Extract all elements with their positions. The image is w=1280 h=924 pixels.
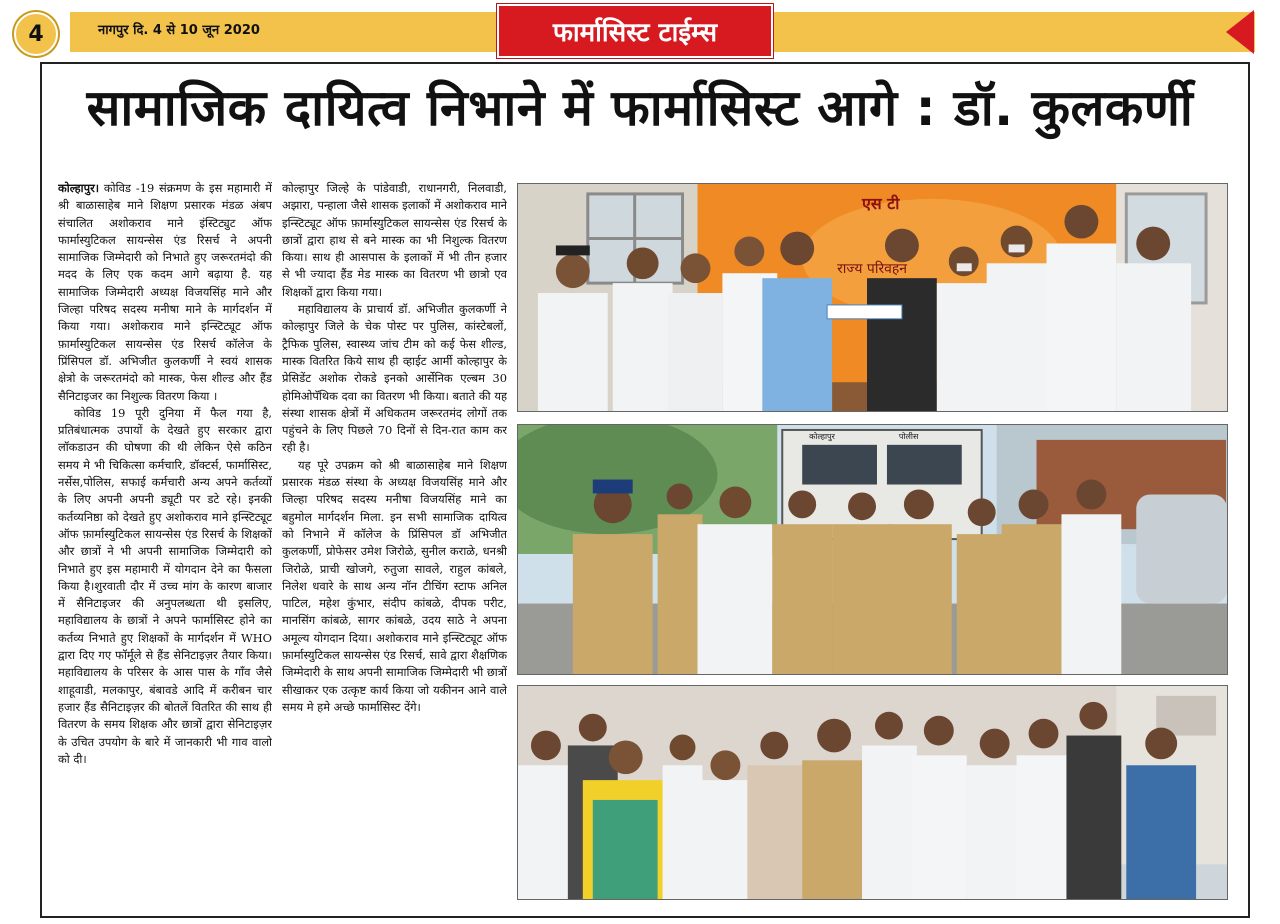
photo-sanitizer-lab-team — [517, 685, 1228, 900]
sign-transport: राज्य परिवहन — [837, 261, 908, 278]
issue-dateline: नागपुर दि. 4 से 10 जून 2020 — [98, 23, 260, 38]
photo-illustration — [518, 184, 1227, 411]
paragraph: कोविड 19 पूरी दुनिया में फैल गया है, प्रतिबंधात्मक उपायों के देखते हुए सरकार द्वारा लॉकडाउन की घोषणा की थी लेकिन ऐसे कठिन समय मे भी चिकित्सा कर्मचारि, डॉक्टर्स, फार्मासिस्ट, नर्सेस,पोलिस, सफाई कर्मचारी अन्य अपने कर्तव्यों के लिए अपनी अपनी ड्यूटी पर डटे रहे। इनकी कर्तव्यनिष्ठा को देखते हुए अशोकराव माने इन्स्टिट्यूट ऑफ फ़ार्मास्युटिकल सायन्सेस एंड रिसर्च के शिक्षकों और छात्रों ने भी अपनी सामाजिक जिम्मेदारी को निभाते हुए इस महामारी में योगदान देने का फैसला किया है।शुरवाती दौर में उच्च मांग के कारण बाजार में सैनिटाइजर की अनुपलब्धता थी इसलिए, महाविद्यालय के छात्रों ने अपने फार्मासिस्ट होने का कर्तव्य निभाते हुए शिक्षकों के मार्गदर्शन में WHO द्वारा दिए गए फॉर्मूले से हैंड सेनिटाइज़र तैयार किया। महाविद्यालय के परिसर के आस पास के गाँव जैसे शाहूवाडी, मलकापुर, बंबावडे आदि में करीबन चार हजार हैंड सैनिटाइज़र की बोतलें वितरित की साथ ही वितरण के समय शिक्षक और छात्रों द्वारा सेनिटाइज़र के उचित उपयोग के बारे में जानकारी भी गाव वालो को दी। — [58, 405, 272, 766]
article-headline: सामाजिक दायित्व निभाने में फार्मासिस्ट आगे : डॉ. कुलकर्णी — [86, 79, 1194, 137]
paragraph: यह पूरे उपक्रम को श्री बाळासाहेब माने शिक्षण प्रसारक मंडळ संस्था के अध्यक्ष विजयसिंह माने और जिल्हा परिषद सदस्य मनीषा विजयसिंह माने का बहुमोल मार्गदर्शन मिला. इन सभी सामाजिक दायित्व को निभाने में कॉलेज के प्रिंसिपल डॉ अभिजीत कुलकर्णी, प्रोफेसर उमेश जिरोळे, सुनील कराळे, धनश्री जिरोळे, प्राची खोजगे, रुतुजा सावले, राहुल कांबले, निलेश धवारे के साथ अन्य नॉन टीचिंग स्टाफ अनिल पाटिल, महेश कुंभार, संदीप कांबळे, दीपक परीट, मानसिंग कांबळे, सागर कांबळे, उदय साठे ने अपना अमूल्य योगदान दिया। अशोकराव माने इन्स्टिट्यूट ऑफ फ़ार्मास्युटिकल सायन्सेस एंड रिसर्च, सावे द्वारा शैक्षणिक जिम्मेदारी के साथ अपनी सामाजिक जिम्मेदारी भी छात्रों सीखाकर एक उत्कृष्ट कार्य किया जो यकीनन आने वाले समय मे हमे अच्छे फार्मासिस्ट देंगे। — [282, 457, 507, 714]
paragraph: महाविद्यालय के प्राचार्य डॉ. अभिजीत कुलकर्णी ने कोल्हापुर जिले के चेक पोस्ट पर पुलिस, कांस्टेबलों, ट्रैफिक पुलिस, स्वास्थ्य जांच टीम को कई फेस शील्ड, मास्क वितरित किये साथ ही व्हाईट आर्मी कोल्हापुर के प्रेसिडेंट अशोक रोकडे इनको आर्सेनिक एल्बम 30 होमिओपॅथिक दवा का वितरण भी किया। बताते की यह संस्था शासक क्षेत्रों में अधिकतम जरूरतमंद लोगों तक पहुंचने के लिए पिछले 70 दिनों से दिन-रात काम कर रही है। — [282, 302, 507, 455]
photo-illustration — [518, 425, 1227, 674]
dateline-place: कोल्हापुर। — [58, 181, 100, 195]
sign-police: पोलीस — [898, 431, 919, 441]
sign-st: एस टी — [862, 193, 900, 213]
page-number: 4 — [14, 12, 58, 56]
photo-illustration — [518, 686, 1227, 899]
corner-arrow-icon — [1226, 10, 1254, 54]
text-column-2 — [282, 180, 507, 905]
photo-mask-distribution-office — [517, 183, 1228, 412]
masthead-title: फार्मासिस्ट टाईम्स — [497, 4, 773, 58]
photo-face-shield-police — [517, 424, 1228, 675]
paragraph — [58, 180, 272, 405]
top-strip — [0, 0, 1280, 62]
sign-kolhapur: कोल्हापुर — [809, 431, 835, 441]
text-column-1 — [58, 180, 272, 905]
paragraph-text: कोविड -19 संक्रमण के इस महामारी में श्री बाळासाहेब माने शिक्षण प्रसारक मंडळ अंबप संचालित अशोकराव माने इंस्टिट्युट ऑफ फार्मास्युटिकल सायन्सेस एंड रिसर्च ने अपनी सामाजिक जिम्मेदारी को निभाते हुए जरूरतमंदो की मदद के लिए एक कदम आगे बढ़ाया है. यह सामाजिक जिम्मेदारी अध्यक्ष विजयसिंह माने और जिल्हा परिषद सदस्य मनीषा माने के मार्गदर्शन में किया गया। अशोकराव माने इन्स्टिट्यूट ऑफ फ़ार्मास्युटिकल सायन्सेस एंड रिसर्च कॉलेज के प्रिंसिपल डॉ. अभिजीत कुलकर्णी ने स्वयं शासक क्षेत्रो के जरूरतमंदो को मास्क, फेस शील्ड और हैंड सैनिटाइजर का निशुल्क वितरण किया । — [58, 181, 272, 403]
paragraph: कोल्हापुर जिल्हे के पांडेवाडी, राधानगरी, निलवाडी, अझारा, पन्हाला जैसे शासक इलाकों में अशोकराव माने इन्स्टिट्यूट ऑफ फ़ार्मास्युटिकल सायन्सेस एंड रिसर्च के छात्रों द्वारा हाथ से बने मास्क का भी निशुल्क वितरण किया। साथ ही आसपास के इलाकों में भी तीन हजार से भी ज्यादा हैंड मेड मास्क का वितरण भी छात्रो एव शिक्षकों द्वारा किया गया। — [282, 181, 507, 299]
